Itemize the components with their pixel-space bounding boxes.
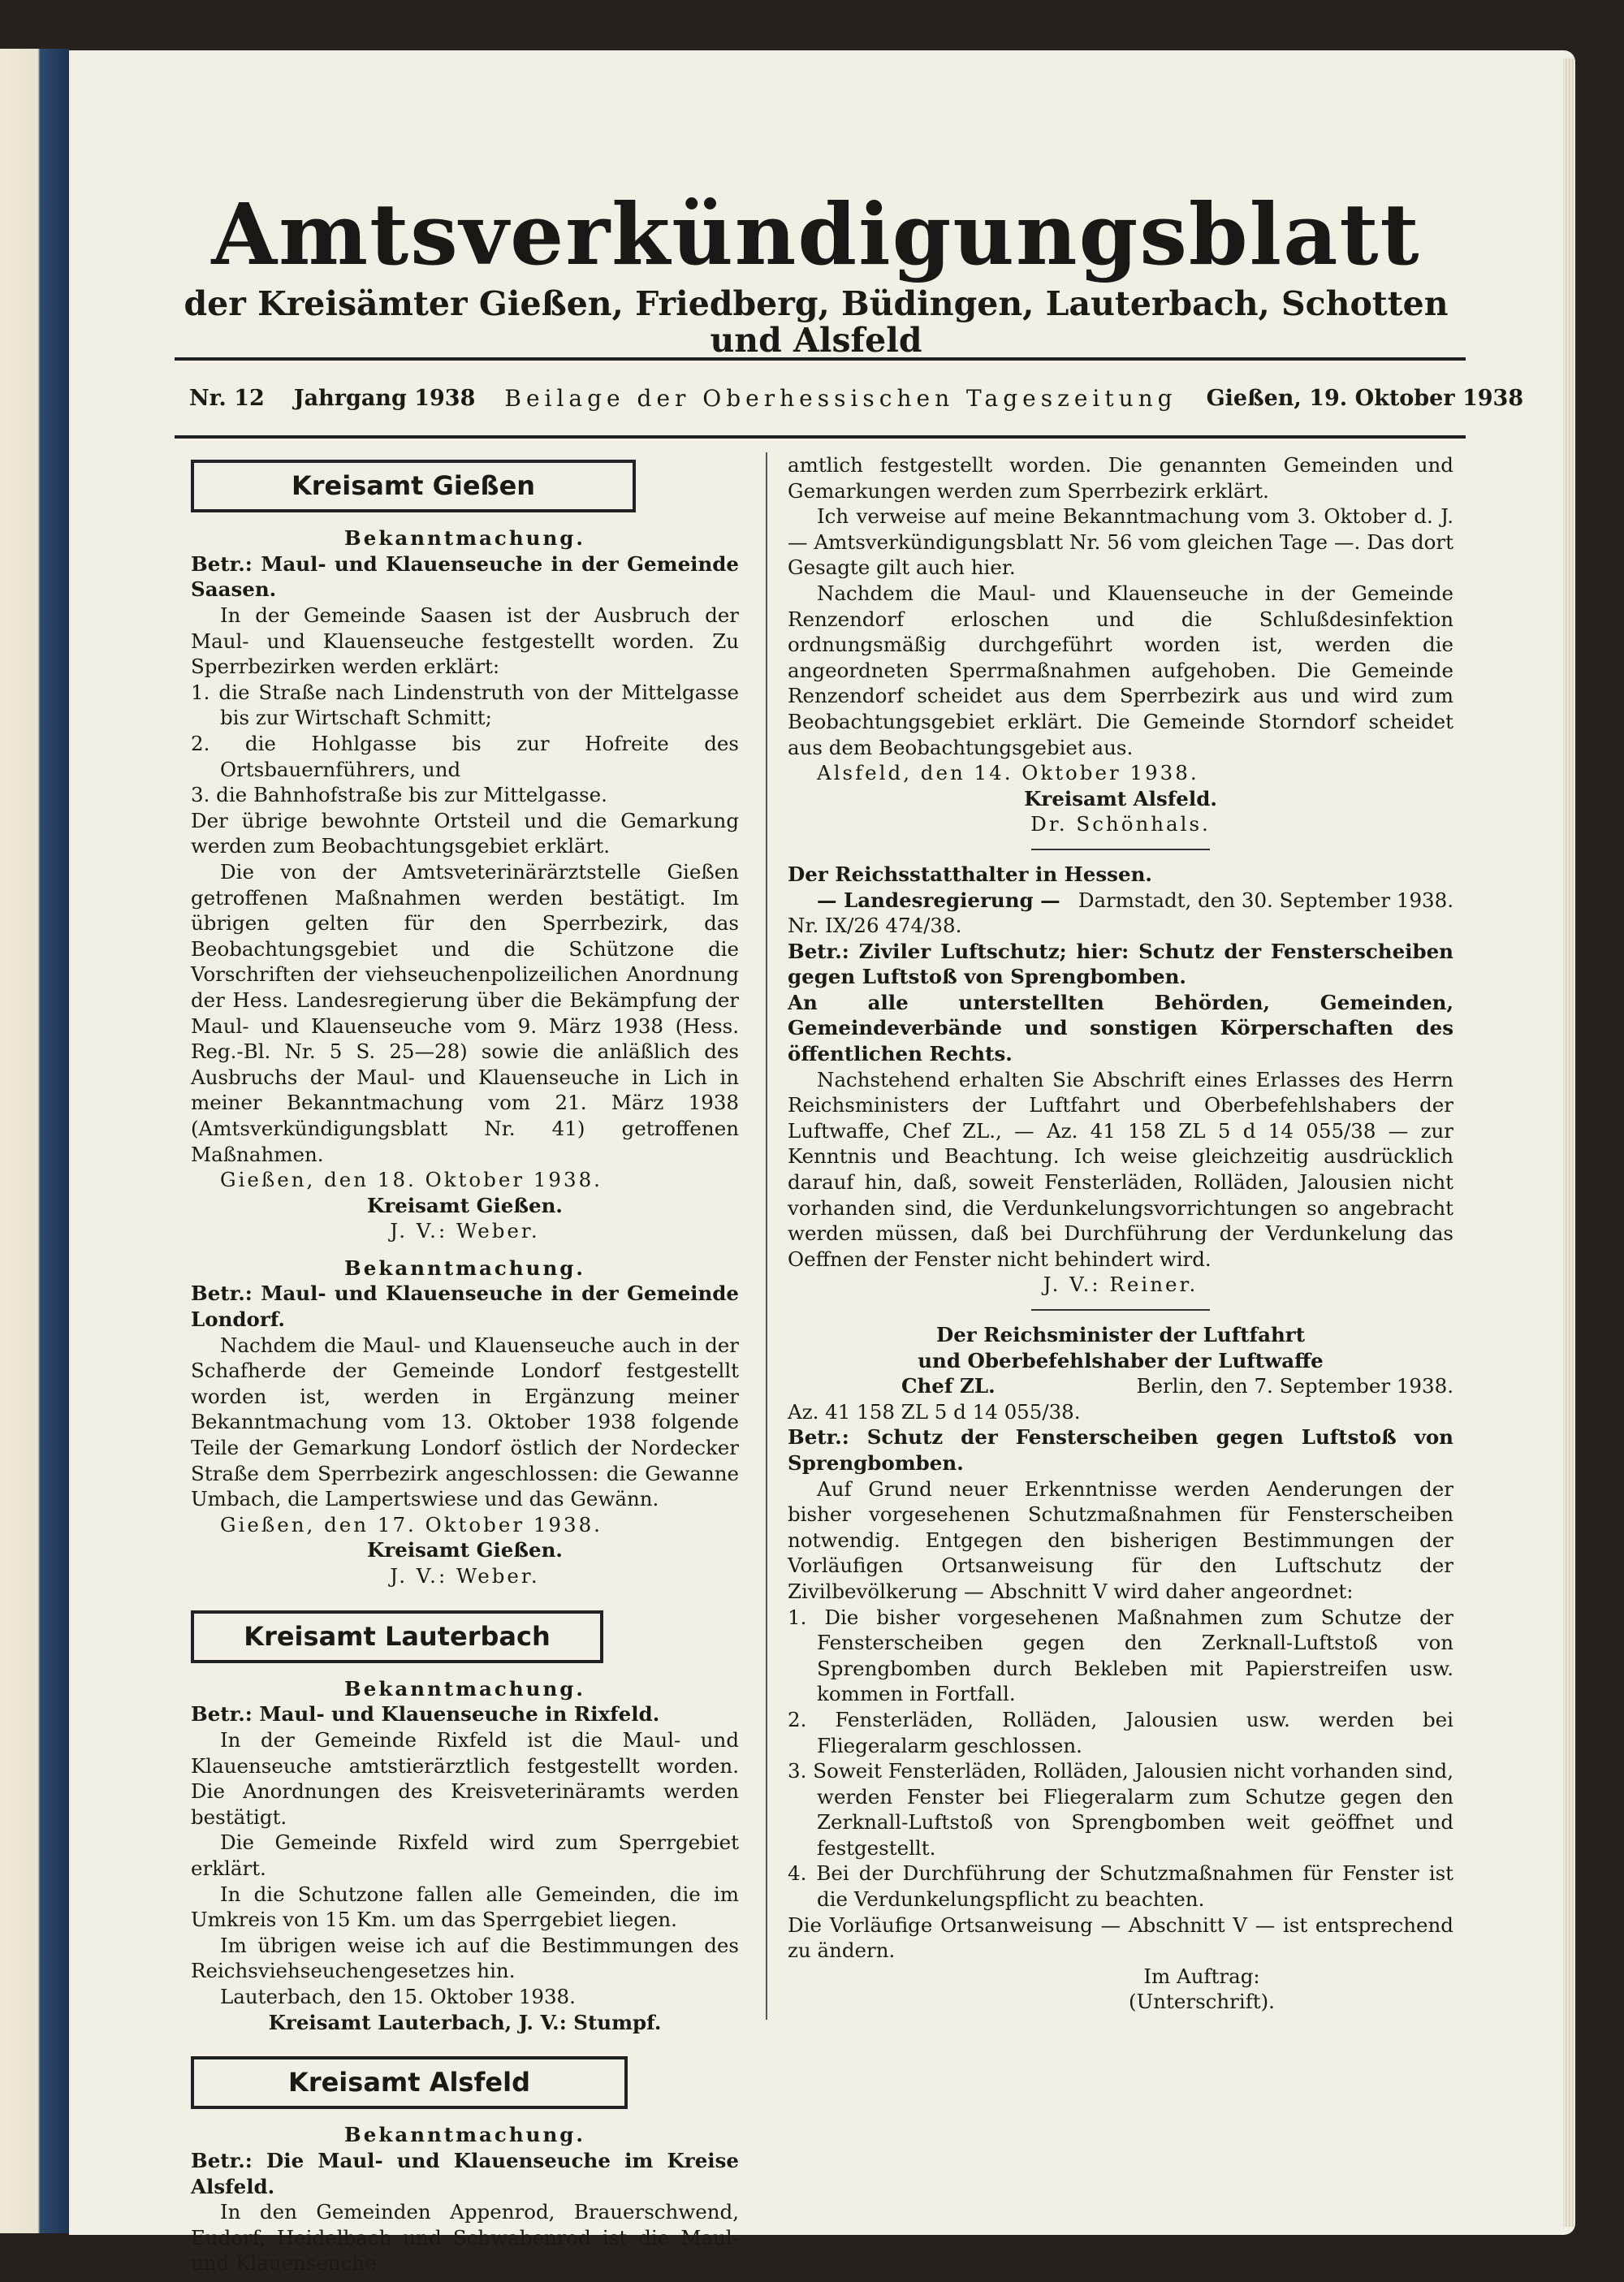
list-item: 3. die Bahnhofstraße bis zur Mittelgasse. [191, 783, 607, 807]
notice-paragraph: amtlich festgestellt worden. Die genannten Gemeinden und Gemarkungen werden zum Sperrbezirk erklärt. [788, 453, 1453, 503]
notice-signer: J. V.: Weber. [390, 1219, 540, 1243]
notice-meta-row [788, 1373, 1453, 1399]
notice-signer: J. V.: Weber. [390, 1564, 540, 1588]
masthead-title: Amtsverkündigungsblatt [211, 184, 1421, 284]
list-item: 2. die Hohlgasse bis zur Hofreite des Ortsbauernführers, und [191, 732, 739, 781]
notice-reference: Az. 41 158 ZL 5 d 14 055/38. [788, 1399, 1081, 1424]
notice-heading: Der Reichsminister der Luftfahrt [935, 1323, 1306, 1346]
notice-place-date: Berlin, den 7. September 1938. [1136, 1374, 1453, 1398]
list-item: 3. Soweit Fensterläden, Rolläden, Jalousien nicht vorhanden sind, werden Fenster bei Fliegeralarm zum Schutze gegen den Zerknall-Luftstoß von Sprengbomben weit geöffnet und festgestellt. [788, 1759, 1453, 1860]
notice-subheading: — Landesregierung — [817, 888, 1060, 912]
notice-paragraph: Die Gemeinde Rixfeld wird zum Sperrgebiet erklärt. [191, 1830, 739, 1881]
notice-office: Kreisamt Gießen. [367, 1193, 563, 1217]
notice-paragraph: In den Gemeinden Appenrod, Brauerschwend, Eudorf, Heidelbach und Schwabenrod ist die Maul- und Klauenseuche [191, 2200, 739, 2276]
notice-subject: Betr.: Ziviler Luftschutz; hier: Schutz der Fensterscheiben gegen Luftstoß von Sprengbomben. [788, 939, 1453, 989]
section-box-giessen: Kreisamt Gießen [191, 460, 636, 512]
notice-meta-row [788, 888, 1453, 914]
notice-heading: Bekanntmachung. [344, 2123, 585, 2147]
masthead-subtitle: der Kreisämter Gießen, Friedberg, Büdingen, Lauterbach, Schotten und Alsfeld [184, 284, 1449, 361]
masthead [166, 184, 1466, 361]
notice-list [191, 680, 739, 808]
notice-paragraph: Ich verweise auf meine Bekanntmachung vom 3. Oktober d. J. — Amtsverkündigungsblatt Nr. 56 vom gleichen Tage —. Das dort Gesagte gilt auch hier. [788, 504, 1453, 580]
list-item: 4. Bei der Durchführung der Schutzmaßnahmen für Fenster ist die Verdunkelungspflicht zu beachten. [788, 1861, 1453, 1912]
notice-reference: Nr. IX/26 474/38. [788, 914, 962, 938]
right-column [788, 452, 1453, 2015]
notice-heading: und Oberbefehlshaber der Luftwaffe [918, 1348, 1324, 1372]
notice-paragraph: Im übrigen weise ich auf die Bestimmungen des Reichsviehseuchengesetzes hin. [191, 1933, 739, 1983]
notice-place-date: Darmstadt, den 30. September 1938. [1078, 888, 1453, 912]
section-rule [1031, 849, 1210, 850]
section-rule [1031, 1309, 1210, 1311]
notice-subject: Betr.: Maul- und Klauenseuche in der Gemeinde Londorf. [191, 1281, 739, 1332]
notice-dateline: Gießen, den 18. Oktober 1938. [220, 1168, 603, 1192]
issue-place-date: Gießen, 19. Oktober 1938 [1206, 385, 1524, 411]
notice-signature-line: Im Auftrag: [1143, 1964, 1260, 1988]
notice-dateline: Lauterbach, den 15. Oktober 1938. [220, 1985, 576, 2008]
notice-heading: Bekanntmachung. [344, 1256, 585, 1280]
notice-heading: Bekanntmachung. [344, 526, 585, 551]
list-item: 1. Die bisher vorgesehenen Maßnahmen zum Schutze der Fensterscheiben gegen den Zerknall-Luftstoß von Sprengbomben durch Bekleben mit Papierstreifen usw. kommen in Fortfall. [788, 1605, 1453, 1706]
issue-infobar [175, 357, 1524, 439]
notice-signature-line: (Unterschrift). [1129, 1990, 1275, 2014]
notice-paragraph: In der Gemeinde Rixfeld ist die Maul- und Klauenseuche amtstierärztlich festgestellt worden. Die Anordnungen des Kreisveterinäramts werden bestätigt. [191, 1728, 739, 1829]
list-item: 2. Fensterläden, Rolläden, Jalousien usw. werden bei Fliegeralarm geschlossen. [788, 1707, 1453, 1757]
notice-paragraph: Nachdem die Maul- und Klauenseuche auch in der Schafherde der Gemeinde Londorf festgestellt worden ist, werden in Ergänzung meiner Bekanntmachung vom 13. Oktober 1938 folgende Teile der Gemarkung Londorf östlich der Nordecker Straße dem Sperrbezirk angeschlossen: die Gewanne Umbach, die Lampertswiese und das Gewänn. [191, 1333, 739, 1511]
notice-paragraph: Die von der Amtsveterinärärztstelle Gießen getroffenen Maßnahmen werden bestätigt. Im übrigen gelten für den Sperrbezirk, das Beobachtungsgebiet und die Schützone die Vorschriften der viehseuchenpolizeilichen Anordnung der Hess. Landesregierung über die Bekämpfung der Maul- und Klauenseuche vom 9. März 1938 (Hess. Reg.-Bl. Nr. 5 S. 25—28) sowie die anläßlich des Ausbruchs der Maul- und Klauenseuche in Lich in meiner Bekanntmachung vom 21. März 1938 (Amtsverkündigungsblatt Nr. 41) getroffenen Maßnahmen. [191, 859, 739, 1166]
notice-subject: Betr.: Schutz der Fensterscheiben gegen Luftstoß von Sprengbomben. [788, 1425, 1453, 1475]
notice-office: Kreisamt Gießen. [367, 1538, 563, 1562]
notice-heading: Bekanntmachung. [344, 1676, 585, 1701]
notice-subheading: Chef ZL. [901, 1374, 996, 1398]
notice-paragraph: In die Schutzone fallen alle Gemeinden, die im Umkreis von 15 Km. um das Sperrgebiet liegen. [191, 1882, 739, 1932]
notice-office: Kreisamt Alsfeld. [1024, 786, 1217, 810]
notice-signer: Dr. Schönhals. [1030, 812, 1211, 836]
notice-subject: Betr.: Maul- und Klauenseuche in Rixfeld. [191, 1702, 660, 1727]
issue-year: Jahrgang 1938 [293, 385, 476, 411]
notice-paragraph: Auf Grund neuer Erkenntnisse werden Aenderungen der bisher vorgesehenen Schutzmaßnahmen für Fensterscheiben notwendig. Entgegen den bisherigen Bestimmungen der Vorläufigen Ortsanweisung für den Luftschutz der Zivilbevölkerung — Abschnitt V wird daher angeordnet: [788, 1476, 1453, 1603]
list-item: 1. die Straße nach Lindenstruth von der Mittelgasse bis zur Wirtschaft Schmitt; [191, 680, 739, 730]
section-box-alsfeld: Kreisamt Alsfeld [191, 2056, 628, 2109]
notice-subject: Betr.: Die Maul- und Klauenseuche im Kreise Alsfeld. [191, 2149, 739, 2198]
notice-paragraph: Die Vorläufige Ortsanweisung — Abschnitt V — ist entsprechend zu ändern. [788, 1912, 1453, 1963]
notice-dateline: Alsfeld, den 14. Oktober 1938. [817, 761, 1199, 785]
left-column [191, 456, 739, 2276]
newspaper-page [69, 50, 1575, 2276]
notice-subject: Betr.: Maul- und Klauenseuche in der Gemeinde Saasen. [191, 551, 739, 602]
supplement-line: Beilage der Oberhessischen Tageszeitung [504, 384, 1177, 412]
notice-heading: Der Reichsstatthalter in Hessen. [788, 862, 1152, 886]
notice-paragraph: Nachstehend erhalten Sie Abschrift eines Erlasses des Herrn Reichsministers der Luftfahrt und Oberbefehlshabers der Luftwaffe, Chef ZL., — Az. 41 158 ZL 5 d 14 055/38 — zur Kenntnis und Beachtung. Ich weise gleichzeitig ausdrücklich darauf hin, daß, soweit Fensterläden, Rolläden, Jalousien nicht vorhanden sind, die Verdunkelungsvorrichtungen so angebracht werden müssen, daß bei Durchführung der Verdunkelung das Oeffnen der Fenster nicht behindert wird. [788, 1067, 1453, 1271]
page-edge [1563, 58, 1574, 2227]
column-divider [766, 452, 767, 2020]
notice-signer: Kreisamt Lauterbach, J. V.: Stumpf. [268, 2010, 662, 2034]
issue-number: Nr. 12 [189, 385, 265, 411]
notice-paragraph: Der übrige bewohnte Ortsteil und die Gemarkung werden zum Beobachtungsgebiet erklärt. [191, 808, 739, 858]
notice-signer: J. V.: Reiner. [1043, 1273, 1199, 1297]
notice-paragraph: In der Gemeinde Saasen ist der Ausbruch der Maul- und Klauenseuche festgestellt worden. Zu Sperrbezirken werden erklärt: [191, 603, 739, 679]
section-box-lauterbach: Kreisamt Lauterbach [191, 1610, 603, 1663]
book-binding [0, 49, 69, 2233]
notice-dateline: Gießen, den 17. Oktober 1938. [220, 1512, 603, 1536]
notice-addressee: An alle unterstellten Behörden, Gemeinden, Gemeindeverbände und sonstigen Körperschaften des öffentlichen Rechts. [788, 990, 1453, 1066]
notice-paragraph: Nachdem die Maul- und Klauenseuche in der Gemeinde Renzendorf erloschen und die Schlußdesinfektion ordnungsmäßig durchgeführt worden ist, werden die angeordneten Sperrmaßnahmen aufgehoben. Die Gemeinde Renzendorf scheidet aus dem Sperrbezirk aus und wird zum Beobachtungsgebiet erklärt. Die Gemeinde Storndorf scheidet aus dem Beobachtungsgebiet aus. [788, 581, 1453, 759]
notice-list [788, 1605, 1453, 1912]
